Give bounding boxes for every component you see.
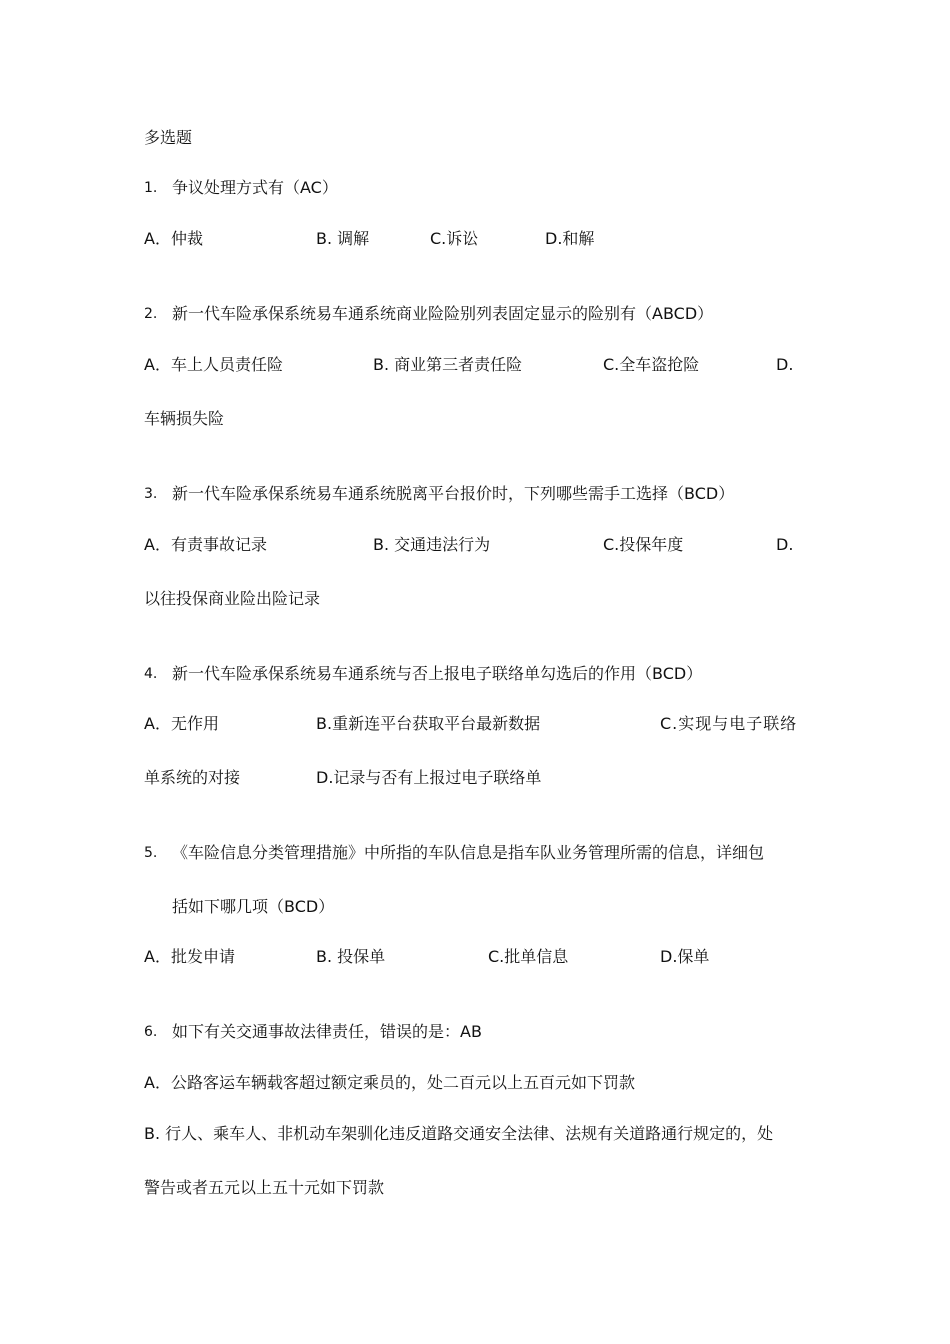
question-6-line-a: A．公路客运车辆载客超过额定乘员的，处二百元以上五百元如下罚款: [144, 1073, 635, 1092]
question-3-number: 3.: [144, 486, 158, 502]
question-5-option-a: A．批发申请: [144, 947, 235, 966]
question-4-option-b: B.重新连平台获取平台最新数据: [316, 714, 541, 733]
question-2-option-b: B. 商业第三者责任险: [373, 355, 523, 374]
question-5-option-b: B. 投保单: [316, 947, 386, 966]
question-1-option-a: A．仲裁: [144, 229, 203, 248]
question-2-option-d: D.: [776, 355, 794, 374]
question-5-stem-line2: 括如下哪几项（BCD）: [172, 897, 335, 916]
question-5-number: 5.: [144, 845, 158, 861]
question-3-continuation: 以往投保商业险出险记录: [144, 589, 321, 608]
question-1-stem: 争议处理方式有（AC）: [172, 178, 338, 197]
question-5-stem: 《车险信息分类管理措施》中所指的车队信息是指车队业务管理所需的信息，详细包: [172, 843, 765, 862]
question-2-option-c: C.全车盗抢险: [603, 355, 700, 374]
question-6-number: 6.: [144, 1024, 158, 1040]
question-2-continuation: 车辆损失险: [144, 409, 225, 428]
question-6-line-b-cont: 警告或者五元以上五十元如下罚款: [144, 1178, 385, 1197]
question-2-stem: 新一代车险承保系统易车通系统商业险险别列表固定显示的险别有（ABCD）: [172, 304, 714, 323]
question-4-option-d: D.记录与否有上报过电子联络单: [316, 768, 542, 787]
question-4-stem: 新一代车险承保系统易车通系统与否上报电子联络单勾选后的作用（BCD）: [172, 664, 703, 683]
question-1-option-b: B. 调解: [316, 229, 370, 248]
section-title: 多选题: [144, 128, 193, 147]
question-2-number: 2.: [144, 306, 158, 322]
question-5-option-d: D.保单: [660, 947, 710, 966]
question-3-option-b: B. 交通违法行为: [373, 535, 491, 554]
question-1-option-c: C.诉讼: [430, 229, 479, 248]
question-4-number: 4.: [144, 666, 158, 682]
question-5-option-c: C.批单信息: [488, 947, 569, 966]
question-2-option-a: A．车上人员责任险: [144, 355, 283, 374]
question-1-number: 1.: [144, 180, 158, 196]
question-1-option-d: D.和解: [545, 229, 595, 248]
question-6-stem: 如下有关交通事故法律责任，错误的是：AB: [172, 1022, 482, 1041]
question-4-option-c: C.实现与电子联络: [660, 714, 798, 733]
question-3-option-d: D.: [776, 535, 794, 554]
question-3-option-a: A．有责事故记录: [144, 535, 267, 554]
question-6-line-b: B. 行人、乘车人、非机动车架驯化违反道路交通安全法律、法规有关道路通行规定的，处: [144, 1124, 774, 1143]
question-3-option-c: C.投保年度: [603, 535, 684, 554]
question-4-continuation: 单系统的对接: [144, 768, 241, 787]
question-4-option-a: A．无作用: [144, 714, 219, 733]
question-3-stem: 新一代车险承保系统易车通系统脱离平台报价时，下列哪些需手工选择（BCD）: [172, 484, 735, 503]
